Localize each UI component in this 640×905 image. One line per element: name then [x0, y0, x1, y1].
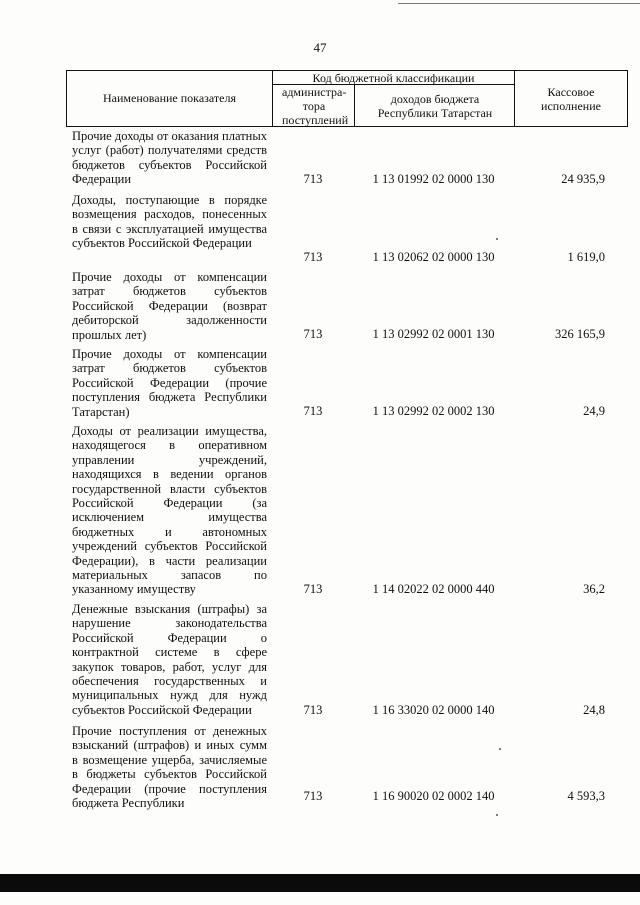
header-divider-2: [354, 84, 355, 127]
page-number: 47: [313, 40, 327, 55]
row-3-code: 1 13 02992 02 0001 130: [372, 327, 495, 341]
scan-speck: [496, 814, 498, 816]
row-7-admin: 713: [303, 789, 323, 803]
row-5-name: Доходы от реализации имущества, находящегося в оперативном управлении учреждений, находящихся в ведении органов государственной власти субъектов Российской Федерации (за исключением имущества бюджетных и автономных учреждений субъектов Российской Федерации), в части реализации материальных запасов по указанному имуществу: [72, 424, 267, 597]
header-admin-column: администра-тора поступлений: [282, 85, 349, 127]
row-1-amount: 24 935,9: [561, 172, 605, 186]
top-rule: [398, 3, 640, 4]
row-3-name: Прочие доходы от компенсации затрат бюджетов субъектов Российской Федерации (возврат дебиторской задолженности прошлых лет): [72, 270, 267, 342]
row-4-code: 1 13 02992 02 0002 130: [372, 404, 495, 418]
row-4-amount: 24,9: [583, 404, 605, 418]
row-6-code: 1 16 33020 02 0000 140: [372, 703, 495, 717]
row-4-name: Прочие доходы от компенсации затрат бюджетов субъектов Российской Федерации (прочие поступления бюджета Республики Татарстан): [72, 347, 267, 419]
scan-speck: [496, 238, 498, 240]
row-1-name: Прочие доходы от оказания платных услуг (работ) получателями средств бюджетов субъектов Российской Федерации: [72, 129, 267, 187]
row-2-admin: 713: [303, 250, 323, 264]
row-4-admin: 713: [303, 404, 323, 418]
row-5-code: 1 14 02022 02 0000 440: [372, 582, 495, 596]
row-7-amount: 4 593,3: [567, 789, 605, 803]
header-amount-column: Кассовое исполнение: [541, 85, 601, 113]
header-income-column: доходов бюджета Республики Татарстан: [377, 92, 493, 120]
row-3-amount: 326 165,9: [555, 327, 605, 341]
row-2-code: 1 13 02062 02 0000 130: [372, 250, 495, 264]
row-2-amount: 1 619,0: [567, 250, 605, 264]
scan-speck: [499, 748, 501, 750]
header-divider-3: [514, 70, 515, 127]
header-code-group: Код бюджетной классификации: [312, 71, 475, 85]
row-2-name: Доходы, поступающие в порядке возмещения расходов, понесенных в связи с эксплуатацией имущества субъектов Российской Федерации: [72, 193, 267, 251]
row-3-admin: 713: [303, 327, 323, 341]
header-name-column: Наименование показателя: [103, 91, 236, 105]
row-7-name: Прочие поступления от денежных взысканий (штрафов) и иных сумм в возмещение ущерба, зачисляемые в бюджеты субъектов Российской Федерации (прочие поступления бюджета Республики: [72, 724, 267, 811]
row-5-amount: 36,2: [583, 582, 605, 596]
row-1-code: 1 13 01992 02 0000 130: [372, 172, 495, 186]
row-6-admin: 713: [303, 703, 323, 717]
row-1-admin: 713: [303, 172, 323, 186]
row-6-name: Денежные взыскания (штрафы) за нарушение законодательства Российской Федерации о контрактной системе в сфере закупок товаров, работ, услуг для обеспечения государственных и муниципальных нужд для нужд субъектов Российской Федерации: [72, 602, 267, 717]
row-5-admin: 713: [303, 582, 323, 596]
scan-bottom-edge: [0, 874, 640, 892]
row-7-code: 1 16 90020 02 0002 140: [372, 789, 495, 803]
row-6-amount: 24,8: [583, 703, 605, 717]
header-right-border: [627, 70, 628, 127]
